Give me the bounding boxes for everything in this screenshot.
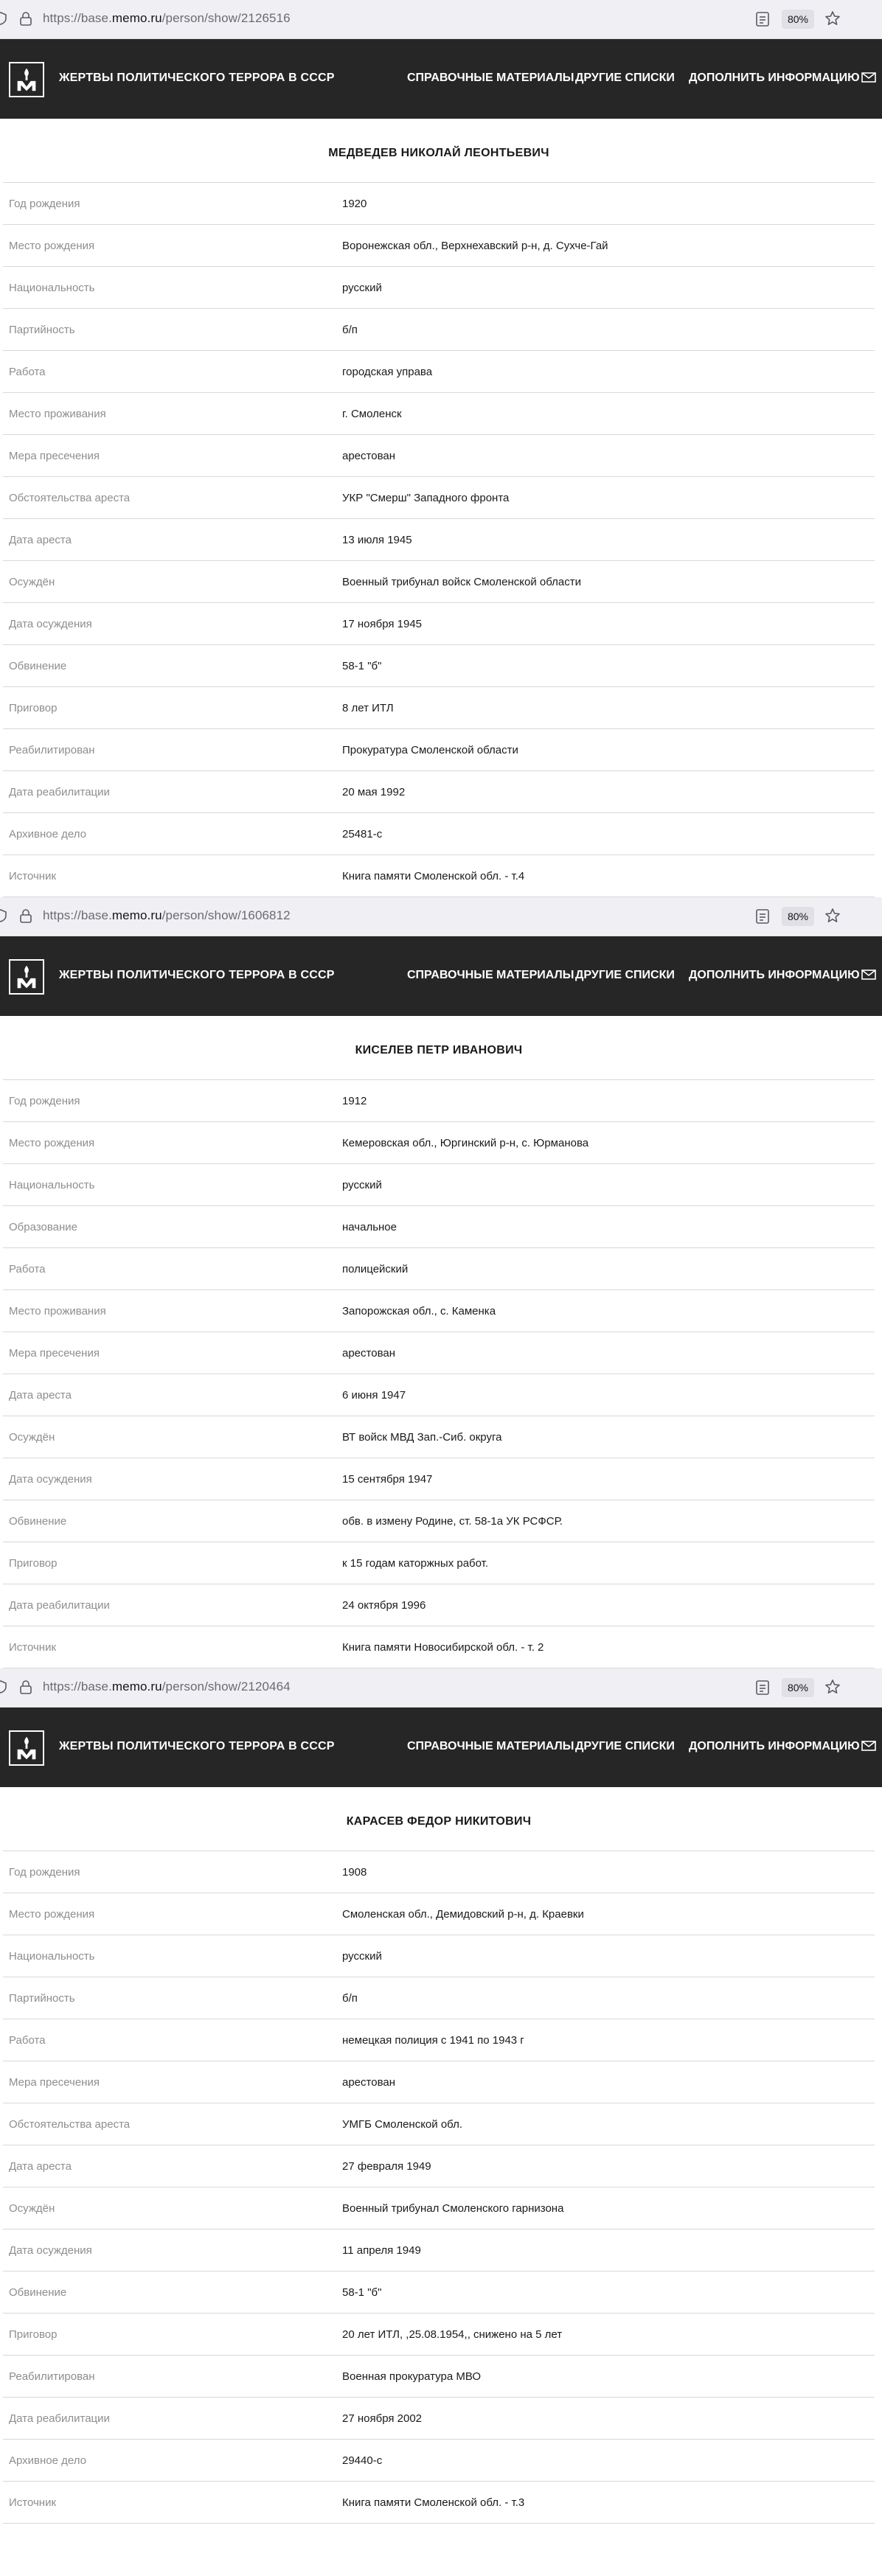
- field-value: 17 ноября 1945: [342, 617, 423, 630]
- nav-link[interactable]: ДРУГИЕ СПИСКИ: [575, 969, 675, 981]
- field-label: Архивное дело: [9, 827, 87, 840]
- field-value: 15 сентября 1947: [342, 1472, 433, 1486]
- bookmark-star-icon[interactable]: [824, 10, 841, 27]
- record-table: [3, 1080, 875, 1668]
- field-value: арестован: [342, 2075, 395, 2089]
- lock-icon[interactable]: [19, 11, 32, 26]
- url-path: /person/show/2126516: [162, 11, 291, 25]
- field-value: 29440-с: [342, 2454, 383, 2467]
- browser-url-bar[interactable]: [0, 1668, 882, 1708]
- record-row: [3, 1500, 875, 1542]
- field-label: Дата реабилитации: [9, 1598, 110, 1612]
- field-label: Источник: [9, 869, 57, 883]
- shield-icon[interactable]: [0, 1680, 7, 1693]
- field-value: начальное: [342, 1220, 397, 1233]
- site-header: [0, 936, 882, 1016]
- field-value: русский: [342, 1178, 382, 1191]
- field-label: Дата осуждения: [9, 617, 92, 630]
- field-label: Работа: [9, 365, 46, 378]
- field-value: ВТ войск МВД Зап.-Сиб. округа: [342, 1430, 502, 1444]
- record-row: [3, 393, 875, 435]
- field-value: немецкая полиция с 1941 по 1943 г: [342, 2033, 524, 2047]
- url-text[interactable]: [43, 1679, 291, 1694]
- page-capture: [0, 897, 882, 1668]
- field-value: 20 лет ИТЛ, ,25.08.1954,, снижено на 5 лет: [342, 2328, 563, 2341]
- page-capture: [0, 0, 882, 897]
- lock-icon[interactable]: [19, 1679, 32, 1694]
- record-row: [3, 1851, 875, 1893]
- nav-link[interactable]: ДРУГИЕ СПИСКИ: [575, 72, 675, 84]
- record-row: [3, 2314, 875, 2356]
- field-value: Военный трибунал войск Смоленской области: [342, 575, 581, 588]
- memorial-logo-icon[interactable]: [9, 1730, 44, 1766]
- field-label: Дата реабилитации: [9, 2412, 110, 2425]
- field-value: УМГБ Смоленской обл.: [342, 2117, 462, 2131]
- record-row: [3, 1164, 875, 1206]
- field-value: Воронежская обл., Верхнехавский р-н, д. Сухче-Гай: [342, 239, 608, 252]
- field-label: Дата ареста: [9, 2159, 72, 2173]
- url-prefix: https://base.: [43, 1679, 112, 1693]
- field-label: Дата ареста: [9, 533, 72, 546]
- bookmark-star-icon[interactable]: [824, 908, 841, 924]
- browser-url-bar[interactable]: [0, 0, 882, 39]
- record-row: [3, 2272, 875, 2314]
- field-label: Осуждён: [9, 1430, 55, 1444]
- record-row: [3, 1626, 875, 1668]
- memorial-logo-icon[interactable]: [9, 62, 44, 97]
- record-row: [3, 1080, 875, 1122]
- field-value: Книга памяти Смоленской обл. - т.3: [342, 2496, 525, 2509]
- url-path: /person/show/1606812: [162, 908, 291, 922]
- field-value: 8 лет ИТЛ: [342, 701, 394, 714]
- field-value: 11 апреля 1949: [342, 2243, 421, 2257]
- field-value: 27 февраля 1949: [342, 2159, 431, 2173]
- field-value: Смоленская обл., Демидовский р-н, д. Краевки: [342, 1907, 584, 1921]
- nav-link[interactable]: СПРАВОЧНЫЕ МАТЕРИАЛЫ: [407, 72, 574, 84]
- record-row: [3, 1416, 875, 1458]
- nav-link[interactable]: ДРУГИЕ СПИСКИ: [575, 1740, 675, 1752]
- record-row: [3, 2398, 875, 2440]
- field-label: Приговор: [9, 1556, 58, 1570]
- field-label: Обвинение: [9, 659, 67, 672]
- reader-view-icon[interactable]: [755, 908, 770, 925]
- site-header: [0, 39, 882, 119]
- field-value: Военный трибунал Смоленского гарнизона: [342, 2201, 564, 2215]
- zoom-level-button[interactable]: 80%: [782, 10, 814, 29]
- record-row: [3, 1290, 875, 1332]
- field-label: Осуждён: [9, 575, 55, 588]
- url-prefix: https://base.: [43, 11, 112, 25]
- field-value: б/п: [342, 323, 358, 336]
- field-value: Запорожская обл., с. Каменка: [342, 1304, 496, 1317]
- lock-icon[interactable]: [19, 908, 32, 923]
- record-row: [3, 2019, 875, 2061]
- site-title[interactable]: ЖЕРТВЫ ПОЛИТИЧЕСКОГО ТЕРРОРА В СССР: [59, 72, 335, 84]
- field-label: Архивное дело: [9, 2454, 87, 2467]
- nav-link[interactable]: СПРАВОЧНЫЕ МАТЕРИАЛЫ: [407, 1740, 574, 1752]
- field-label: Место проживания: [9, 1304, 106, 1317]
- record-row: [3, 2440, 875, 2482]
- field-label: Мера пресечения: [9, 449, 100, 462]
- field-label: Партийность: [9, 323, 75, 336]
- field-label: Образование: [9, 1220, 77, 1233]
- url-host: memo.ru: [111, 11, 162, 25]
- record-row: [3, 1332, 875, 1374]
- field-label: Дата осуждения: [9, 1472, 92, 1486]
- field-label: Источник: [9, 2496, 57, 2509]
- field-value: 1912: [342, 1094, 367, 1107]
- field-value: УКР "Смерш" Западного фронта: [342, 491, 510, 504]
- record-row: [3, 771, 875, 813]
- record-row: [3, 729, 875, 771]
- record-row: [3, 2356, 875, 2398]
- url-host: memo.ru: [111, 1679, 162, 1693]
- field-label: Осуждён: [9, 2201, 55, 2215]
- shield-icon[interactable]: [0, 909, 7, 922]
- record-row: [3, 225, 875, 267]
- record-row: [3, 1374, 875, 1416]
- field-label: Дата осуждения: [9, 2243, 92, 2257]
- shield-icon[interactable]: [0, 12, 7, 25]
- record-row: [3, 351, 875, 393]
- field-label: Обстоятельства ареста: [9, 491, 131, 504]
- field-value: б/п: [342, 1991, 358, 2005]
- field-label: Национальность: [9, 1949, 95, 1963]
- field-label: Место рождения: [9, 1136, 95, 1149]
- field-label: Дата ареста: [9, 1388, 72, 1402]
- field-value: 1920: [342, 197, 367, 210]
- field-label: Обстоятельства ареста: [9, 2117, 131, 2131]
- record-row: [3, 2145, 875, 2187]
- browser-url-bar[interactable]: [0, 897, 882, 936]
- url-prefix: https://base.: [43, 908, 112, 922]
- field-value: Книга памяти Новосибирской обл. - т. 2: [342, 1640, 544, 1654]
- record-row: [3, 1893, 875, 1935]
- record-row: [3, 2061, 875, 2103]
- field-value: 25481-с: [342, 827, 383, 840]
- record-row: [3, 1206, 875, 1248]
- field-value: 13 июля 1945: [342, 533, 412, 546]
- person-name: КИСЕЛЕВ ПЕТР ИВАНОВИЧ: [3, 1016, 875, 1080]
- nav-link[interactable]: ДОПОЛНИТЬ ИНФОРМАЦИЮ: [689, 72, 860, 84]
- record-row: [3, 2482, 875, 2524]
- record-row: [3, 561, 875, 603]
- record-row: [3, 1542, 875, 1584]
- record-table: [3, 1851, 875, 2524]
- record-row: [3, 477, 875, 519]
- record-row: [3, 519, 875, 561]
- field-label: Приговор: [9, 701, 58, 714]
- record-row: [3, 1977, 875, 2019]
- field-label: Обвинение: [9, 2286, 67, 2299]
- field-label: Год рождения: [9, 1094, 80, 1107]
- record-row: [3, 645, 875, 687]
- nav-link[interactable]: ДОПОЛНИТЬ ИНФОРМАЦИЮ: [689, 969, 860, 981]
- person-name: КАРАСЕВ ФЕДОР НИКИТОВИЧ: [3, 1787, 875, 1851]
- url-text[interactable]: [43, 908, 291, 923]
- field-label: Работа: [9, 2033, 46, 2047]
- zoom-level-button[interactable]: 80%: [782, 1678, 814, 1697]
- field-value: полицейский: [342, 1262, 409, 1275]
- person-name: МЕДВЕДЕВ НИКОЛАЙ ЛЕОНТЬЕВИЧ: [3, 119, 875, 183]
- record-row: [3, 183, 875, 225]
- page-capture: [0, 1668, 882, 2524]
- record-row: [3, 813, 875, 855]
- url-host: memo.ru: [111, 908, 162, 922]
- field-value: Книга памяти Смоленской обл. - т.4: [342, 869, 525, 883]
- field-label: Источник: [9, 1640, 57, 1654]
- nav-link[interactable]: ДОПОЛНИТЬ ИНФОРМАЦИЮ: [689, 1740, 860, 1752]
- site-title[interactable]: ЖЕРТВЫ ПОЛИТИЧЕСКОГО ТЕРРОРА В СССР: [59, 1740, 335, 1752]
- mail-icon[interactable]: [861, 1740, 876, 1752]
- reader-view-icon[interactable]: [755, 11, 770, 27]
- mail-icon[interactable]: [861, 72, 876, 83]
- nav-link[interactable]: СПРАВОЧНЫЕ МАТЕРИАЛЫ: [407, 969, 574, 981]
- site-header: [0, 1708, 882, 1787]
- record-row: [3, 1122, 875, 1164]
- reader-view-icon[interactable]: [755, 1679, 770, 1696]
- field-value: 6 июня 1947: [342, 1388, 406, 1402]
- field-value: русский: [342, 281, 382, 294]
- record-row: [3, 309, 875, 351]
- field-value: 20 мая 1992: [342, 785, 406, 798]
- field-label: Мера пресечения: [9, 2075, 100, 2089]
- field-label: Национальность: [9, 1178, 95, 1191]
- field-label: Партийность: [9, 1991, 75, 2005]
- record-row: [3, 687, 875, 729]
- field-value: русский: [342, 1949, 382, 1963]
- record-row: [3, 603, 875, 645]
- mail-icon[interactable]: [861, 969, 876, 981]
- field-value: г. Смоленск: [342, 407, 402, 420]
- field-label: Дата реабилитации: [9, 785, 110, 798]
- memorial-logo-icon[interactable]: [9, 959, 44, 995]
- field-value: к 15 годам каторжных работ.: [342, 1556, 489, 1570]
- site-title[interactable]: ЖЕРТВЫ ПОЛИТИЧЕСКОГО ТЕРРОРА В СССР: [59, 969, 335, 981]
- field-label: Реабилитирован: [9, 743, 95, 756]
- url-path: /person/show/2120464: [162, 1679, 291, 1693]
- field-label: Место проживания: [9, 407, 106, 420]
- field-value: арестован: [342, 1346, 395, 1360]
- zoom-level-button[interactable]: 80%: [782, 907, 814, 926]
- record-row: [3, 1458, 875, 1500]
- field-value: 27 ноября 2002: [342, 2412, 423, 2425]
- record-row: [3, 1248, 875, 1290]
- record-row: [3, 2103, 875, 2145]
- record-row: [3, 2187, 875, 2229]
- field-label: Обвинение: [9, 1514, 67, 1528]
- field-value: городская управа: [342, 365, 433, 378]
- url-text[interactable]: [43, 11, 291, 26]
- record-row: [3, 2229, 875, 2272]
- field-value: 58-1 "б": [342, 659, 382, 672]
- field-label: Место рождения: [9, 239, 95, 252]
- field-value: Прокуратура Смоленской области: [342, 743, 518, 756]
- field-label: Место рождения: [9, 1907, 95, 1921]
- record-row: [3, 1584, 875, 1626]
- field-value: 58-1 "б": [342, 2286, 382, 2299]
- record-row: [3, 267, 875, 309]
- field-value: Военная прокуратура МВО: [342, 2370, 482, 2383]
- field-label: Год рождения: [9, 1865, 80, 1879]
- field-label: Работа: [9, 1262, 46, 1275]
- field-label: Национальность: [9, 281, 95, 294]
- field-value: арестован: [342, 449, 395, 462]
- record-row: [3, 1935, 875, 1977]
- field-label: Приговор: [9, 2328, 58, 2341]
- field-value: 1908: [342, 1865, 367, 1879]
- record-row: [3, 435, 875, 477]
- record-table: [3, 183, 875, 897]
- field-value: обв. в измену Родине, ст. 58-1а УК РСФСР.: [342, 1514, 563, 1528]
- field-label: Реабилитирован: [9, 2370, 95, 2383]
- field-label: Мера пресечения: [9, 1346, 100, 1360]
- record-row: [3, 855, 875, 897]
- bookmark-star-icon[interactable]: [824, 1679, 841, 1695]
- field-value: 24 октября 1996: [342, 1598, 426, 1612]
- field-value: Кемеровская обл., Юргинский р-н, с. Юрманова: [342, 1136, 589, 1149]
- field-label: Год рождения: [9, 197, 80, 210]
